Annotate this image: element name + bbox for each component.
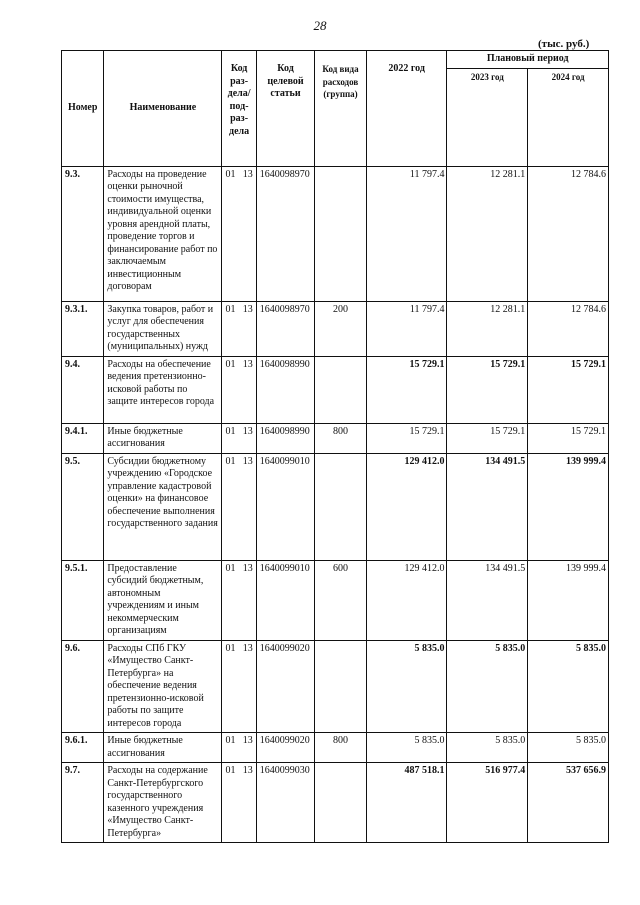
row-target-code: 1640098990 (256, 423, 315, 453)
section-code: 01 (225, 358, 236, 370)
row-section (222, 356, 256, 423)
row-section (222, 560, 256, 640)
header-name: Наименование (104, 51, 222, 167)
row-section (222, 301, 256, 356)
row-target-code: 1640099010 (256, 560, 315, 640)
row-number: 9.4. (62, 356, 104, 423)
row-expense-type: 800 (315, 733, 366, 763)
row-name: Закупка товаров, работ и услуг для обеспечения государственных (муниципальных) нужд (104, 301, 222, 356)
row-target-code: 1640098970 (256, 301, 315, 356)
row-name: Субсидии бюджетному учреждению «Городское управление кадастровой оценки» на финансовое обеспечение выполнения государственного задания (104, 453, 222, 560)
row-name: Расходы СПб ГКУ «Имущество Санкт-Петербурга» на обеспечение ведения претензионно-исковой работы по защите интересов города (104, 640, 222, 733)
section-code: 01 (225, 735, 236, 746)
subsection-code: 13 (242, 562, 253, 574)
header-expense-type: Код вида расходов (группа) (315, 51, 366, 167)
row-expense-type: 600 (315, 560, 366, 640)
row-expense-type (315, 640, 366, 733)
row-name: Расходы на обеспечение ведения претензионно-исковой работы по защите интересов города (104, 356, 222, 423)
row-value-2024: 12 784.6 (528, 166, 609, 301)
row-number: 9.7. (62, 763, 104, 843)
header-section: Код раз-дела/ под-раз-дела (222, 51, 256, 167)
table-row (62, 763, 609, 843)
page-number: 28 (313, 18, 327, 33)
subsection-code: 13 (242, 425, 253, 437)
subsection-code: 13 (242, 358, 253, 370)
table-row (62, 356, 609, 423)
row-section (222, 733, 256, 763)
row-name: Предоставление субсидий бюджетным, автономным учреждениям и иным некоммерческим организациям (104, 560, 222, 640)
row-value-2022: 11 797.4 (366, 301, 447, 356)
header-planned: Плановый период (447, 51, 609, 69)
row-value-2024: 15 729.1 (528, 356, 609, 423)
row-value-2024: 139 999.4 (528, 560, 609, 640)
row-section (222, 166, 256, 301)
header-2023: 2023 год (447, 68, 528, 166)
row-expense-type (315, 356, 366, 423)
table-row (62, 453, 609, 560)
row-value-2024: 12 784.6 (528, 301, 609, 356)
table-row (62, 301, 609, 356)
row-number: 9.6.1. (62, 733, 104, 763)
table-row (62, 560, 609, 640)
row-value-2024: 15 729.1 (528, 423, 609, 453)
row-name: Иные бюджетные ассигнования (104, 423, 222, 453)
section-code: 01 (225, 168, 236, 180)
header-number: Номер (62, 51, 104, 167)
row-number: 9.5. (62, 453, 104, 560)
row-value-2023: 15 729.1 (447, 423, 528, 453)
row-expense-type: 800 (315, 423, 366, 453)
row-value-2022: 11 797.4 (366, 166, 447, 301)
table-row (62, 640, 609, 733)
row-value-2024: 537 656.9 (528, 763, 609, 843)
row-value-2023: 134 491.5 (447, 453, 528, 560)
row-number: 9.4.1. (62, 423, 104, 453)
row-number: 9.6. (62, 640, 104, 733)
subsection-code: 13 (242, 168, 253, 180)
row-target-code: 1640099020 (256, 640, 315, 733)
section-code: 01 (225, 562, 236, 574)
section-code: 01 (225, 765, 236, 776)
row-name: Расходы на проведение оценки рыночной стоимости имущества, индивидуальной оценки уровня арендной платы, проведение торгов и финансирование работ по заключаемым инвестиционным договорам (104, 166, 222, 301)
subsection-code: 13 (242, 642, 253, 654)
subsection-code: 13 (242, 455, 253, 467)
row-target-code: 1640098970 (256, 166, 315, 301)
table-row (62, 423, 609, 453)
header-target: Код целевой статьи (256, 51, 315, 167)
row-value-2022: 487 518.1 (366, 763, 447, 843)
row-section (222, 763, 256, 843)
row-value-2022: 15 729.1 (366, 356, 447, 423)
row-section (222, 640, 256, 733)
budget-table (61, 50, 609, 843)
section-code: 01 (225, 455, 236, 467)
table-row (62, 733, 609, 763)
row-section (222, 423, 256, 453)
row-section (222, 453, 256, 560)
row-value-2022: 5 835.0 (366, 733, 447, 763)
row-number: 9.3. (62, 166, 104, 301)
row-value-2023: 15 729.1 (447, 356, 528, 423)
row-expense-type (315, 763, 366, 843)
row-name: Расходы на содержание Санкт-Петербургского государственного казенного учреждения «Имущество Санкт-Петербурга» (104, 763, 222, 843)
section-code: 01 (225, 303, 236, 315)
row-expense-type (315, 166, 366, 301)
row-value-2023: 12 281.1 (447, 166, 528, 301)
row-value-2022: 129 412.0 (366, 453, 447, 560)
subsection-code: 13 (242, 765, 253, 776)
subsection-code: 13 (242, 735, 253, 746)
row-value-2024: 5 835.0 (528, 640, 609, 733)
section-code: 01 (225, 425, 236, 437)
row-value-2023: 516 977.4 (447, 763, 528, 843)
table-row (62, 166, 609, 301)
row-target-code: 1640098990 (256, 356, 315, 423)
header-2024: 2024 год (528, 68, 609, 166)
section-code: 01 (225, 642, 236, 654)
units-label: (тыс. руб.) (538, 38, 590, 50)
row-target-code: 1640099020 (256, 733, 315, 763)
row-name: Иные бюджетные ассигнования (104, 733, 222, 763)
row-number: 9.3.1. (62, 301, 104, 356)
row-value-2024: 5 835.0 (528, 733, 609, 763)
row-value-2023: 12 281.1 (447, 301, 528, 356)
row-value-2022: 129 412.0 (366, 560, 447, 640)
header-2022: 2022 год (366, 51, 447, 167)
row-value-2022: 5 835.0 (366, 640, 447, 733)
row-value-2023: 134 491.5 (447, 560, 528, 640)
row-expense-type (315, 453, 366, 560)
row-number: 9.5.1. (62, 560, 104, 640)
row-value-2024: 139 999.4 (528, 453, 609, 560)
subsection-code: 13 (242, 303, 253, 315)
row-value-2022: 15 729.1 (366, 423, 447, 453)
row-value-2023: 5 835.0 (447, 733, 528, 763)
row-expense-type: 200 (315, 301, 366, 356)
row-value-2023: 5 835.0 (447, 640, 528, 733)
row-target-code: 1640099030 (256, 763, 315, 843)
row-target-code: 1640099010 (256, 453, 315, 560)
